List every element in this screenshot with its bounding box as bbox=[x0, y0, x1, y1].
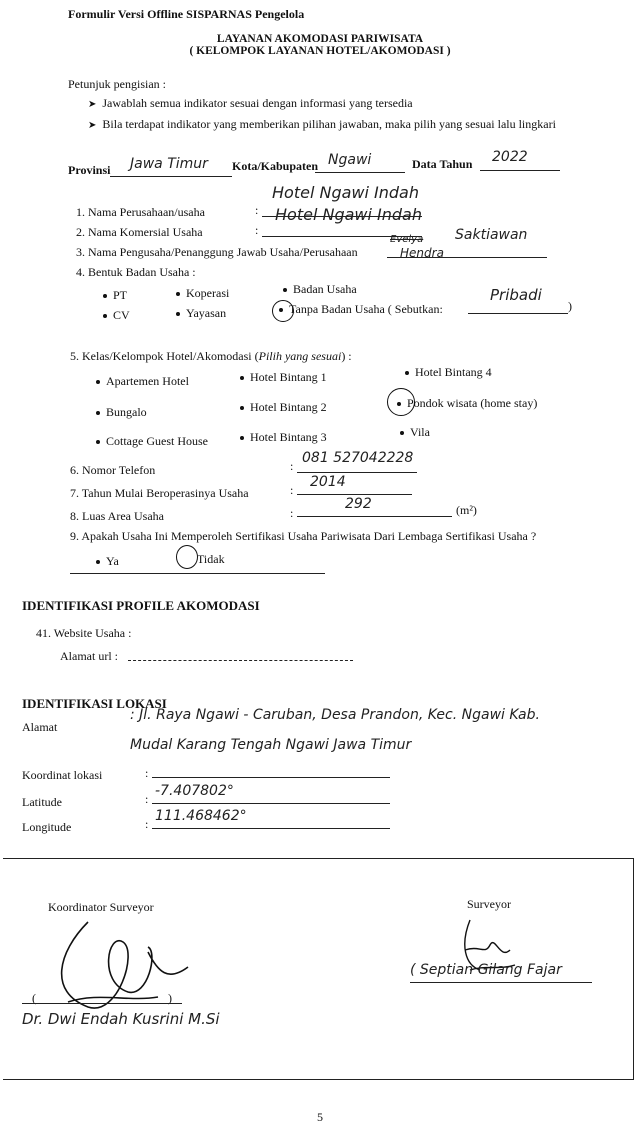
bullet-icon bbox=[397, 402, 401, 406]
kota-underline bbox=[315, 172, 405, 173]
bullet-icon bbox=[405, 371, 409, 375]
field-1-value: Hotel Ngawi Indah bbox=[272, 183, 419, 202]
f5-option-bintang-2[interactable]: Hotel Bintang 2 bbox=[240, 400, 327, 415]
field-3-value: Saktiawan bbox=[455, 227, 528, 243]
bullet-icon bbox=[96, 440, 100, 444]
bullet-icon bbox=[240, 406, 244, 410]
bullet-icon bbox=[400, 431, 404, 435]
surveyor-underline bbox=[410, 982, 592, 983]
doc-subtitle: ( KELOMPOK LAYANAN HOTEL/AKOMODASI ) bbox=[189, 45, 451, 57]
f5-option-vila[interactable]: Vila bbox=[400, 425, 430, 440]
f5-option-pondok-wisata[interactable]: Pondok wisata (home stay) bbox=[397, 396, 537, 411]
instruction-item-1: ➤ Jawablah semua indikator sesuai dengan informasi yang tersedia bbox=[88, 96, 413, 110]
longitude-value: 111.468462° bbox=[155, 808, 247, 824]
f4-close-paren: ) bbox=[568, 299, 572, 313]
bullet-icon bbox=[176, 292, 180, 296]
field-7-label: 7. Tahun Mulai Beroperasinya Usaha bbox=[70, 486, 249, 500]
kota-label: Kota/Kabupaten bbox=[232, 159, 319, 173]
field-6-colon: : bbox=[290, 459, 294, 473]
field-9-label: 9. Apakah Usaha Ini Memperoleh Sertifikasi Usaha Pariwisata Dari Lembaga Sertifikasi Usaha ? bbox=[70, 529, 537, 543]
field-3-struck-value: Evelya bbox=[390, 234, 424, 245]
latitude-value: -7.407802° bbox=[155, 783, 234, 799]
f5-option-bintang-1[interactable]: Hotel Bintang 1 bbox=[240, 370, 327, 385]
field-3-value-2: Hendra bbox=[400, 246, 444, 260]
field-8-unit: (m²) bbox=[456, 503, 477, 517]
field-7-underline bbox=[297, 494, 412, 495]
surveyor-title: Surveyor bbox=[467, 897, 511, 911]
page-number: 5 bbox=[317, 1110, 323, 1124]
instruction-item-2: ➤ Bila terdapat indikator yang memberikan pilihan jawaban, maka pilih yang sesuai lalu lingkari bbox=[88, 117, 556, 131]
tahun-label: Data Tahun bbox=[412, 157, 473, 171]
alamat-line-2: Mudal Karang Tengah Ngawi Jawa Timur bbox=[130, 737, 412, 753]
doc-title: LAYANAN AKOMODASI PARIWISATA bbox=[216, 33, 424, 45]
latitude-colon: : bbox=[145, 792, 149, 806]
f5-option-bungalo[interactable]: Bungalo bbox=[96, 405, 147, 420]
koordinat-underline bbox=[152, 777, 390, 778]
url-input-line[interactable] bbox=[128, 660, 353, 661]
field-8-value: 292 bbox=[345, 496, 372, 512]
koordinator-name: Dr. Dwi Endah Kusrini M.Si bbox=[22, 1010, 220, 1028]
koordinator-title: Koordinator Surveyor bbox=[48, 900, 154, 914]
field-2-value: Hotel Ngawi Indah bbox=[275, 205, 422, 224]
f5-option-bintang-4[interactable]: Hotel Bintang 4 bbox=[405, 365, 492, 380]
koordinator-underline bbox=[22, 1003, 182, 1004]
f5-option-apartemen[interactable]: Apartemen Hotel bbox=[96, 374, 189, 389]
arrow-icon: ➤ bbox=[88, 120, 97, 131]
f4-option-yayasan[interactable]: Yayasan bbox=[176, 306, 226, 321]
longitude-label: Longitude bbox=[22, 820, 72, 834]
section-divider bbox=[70, 573, 325, 574]
bullet-icon bbox=[103, 314, 107, 318]
instructions-label: Petunjuk pengisian : bbox=[68, 77, 166, 91]
field-7-colon: : bbox=[290, 483, 294, 497]
form-title: Formulir Versi Offline SISPARNAS Pengelola bbox=[68, 7, 305, 21]
field-1-label: 1. Nama Perusahaan/usaha bbox=[76, 205, 205, 219]
field-8-colon: : bbox=[290, 506, 294, 520]
koordinator-signature bbox=[28, 912, 218, 1022]
arrow-icon: ➤ bbox=[88, 99, 97, 110]
bullet-icon bbox=[103, 294, 107, 298]
koordinat-colon: : bbox=[145, 766, 149, 780]
field-2-colon: : bbox=[255, 223, 259, 237]
field-8-label: 8. Luas Area Usaha bbox=[70, 509, 164, 523]
provinsi-value: Jawa Timur bbox=[130, 156, 208, 172]
koordinator-close-paren: ) bbox=[168, 991, 172, 1005]
koordinator-open-paren: ( bbox=[32, 991, 36, 1005]
alamat-line-1: : Jl. Raya Ngawi - Caruban, Desa Prandon, Kec. Ngawi Kab. bbox=[130, 707, 540, 723]
bullet-icon bbox=[283, 288, 287, 292]
lokasi-heading: IDENTIFIKASI LOKASI bbox=[22, 696, 167, 711]
f4-option-tanpa-badan[interactable]: Tanpa Badan Usaha ( Sebutkan: bbox=[279, 302, 443, 317]
bullet-icon bbox=[279, 308, 283, 312]
field-6-label: 6. Nomor Telefon bbox=[70, 463, 156, 477]
field-6-underline bbox=[297, 472, 417, 473]
profile-heading: IDENTIFIKASI PROFILE AKOMODASI bbox=[22, 598, 260, 613]
f5-option-cottage[interactable]: Cottage Guest House bbox=[96, 434, 208, 449]
f5-option-bintang-3[interactable]: Hotel Bintang 3 bbox=[240, 430, 327, 445]
latitude-label: Latitude bbox=[22, 795, 62, 809]
f4-option-badan-usaha[interactable]: Badan Usaha bbox=[283, 282, 357, 297]
field-6-value: 081 527042228 bbox=[302, 450, 414, 466]
bullet-icon bbox=[96, 411, 100, 415]
f9-option-tidak[interactable]: Tidak bbox=[197, 552, 225, 566]
f4-other-underline bbox=[468, 313, 568, 314]
surveyor-name: ( Septian Gilang Fajar bbox=[410, 962, 562, 978]
koordinat-label: Koordinat lokasi bbox=[22, 768, 103, 782]
field-2-label: 2. Nama Komersial Usaha bbox=[76, 225, 203, 239]
field-5-label: 5. Kelas/Kelompok Hotel/Akomodasi (Pilih yang sesuai) : bbox=[70, 349, 352, 363]
f9-selected-circle bbox=[176, 545, 198, 569]
longitude-colon: : bbox=[145, 817, 149, 831]
url-label: Alamat url : bbox=[60, 649, 118, 663]
bullet-icon bbox=[176, 312, 180, 316]
field-4-label: 4. Bentuk Badan Usaha : bbox=[76, 265, 196, 279]
kota-value: Ngawi bbox=[328, 152, 372, 168]
tahun-underline bbox=[480, 170, 560, 171]
provinsi-underline bbox=[110, 176, 232, 177]
alamat-label: Alamat bbox=[22, 720, 58, 734]
field-3-label: 3. Nama Pengusaha/Penanggung Jawab Usaha/Perusahaan bbox=[76, 245, 358, 259]
longitude-underline bbox=[152, 828, 390, 829]
f9-option-ya[interactable]: Ya bbox=[96, 554, 119, 569]
field-1-colon: : bbox=[255, 203, 259, 217]
field-7-value: 2014 bbox=[310, 474, 346, 490]
f4-option-pt[interactable]: PT bbox=[103, 288, 127, 303]
bullet-icon bbox=[240, 376, 244, 380]
latitude-underline bbox=[152, 803, 390, 804]
field-8-underline bbox=[297, 516, 452, 517]
bullet-icon bbox=[240, 436, 244, 440]
f4-other-value: Pribadi bbox=[490, 286, 542, 304]
bullet-icon bbox=[96, 560, 100, 564]
f4-option-cv[interactable]: CV bbox=[103, 308, 130, 323]
website-label: 41. Website Usaha : bbox=[36, 626, 132, 640]
bullet-icon bbox=[96, 380, 100, 384]
f4-option-koperasi[interactable]: Koperasi bbox=[176, 286, 229, 301]
provinsi-label: Provinsi bbox=[68, 163, 111, 177]
tahun-value: 2022 bbox=[492, 149, 528, 165]
